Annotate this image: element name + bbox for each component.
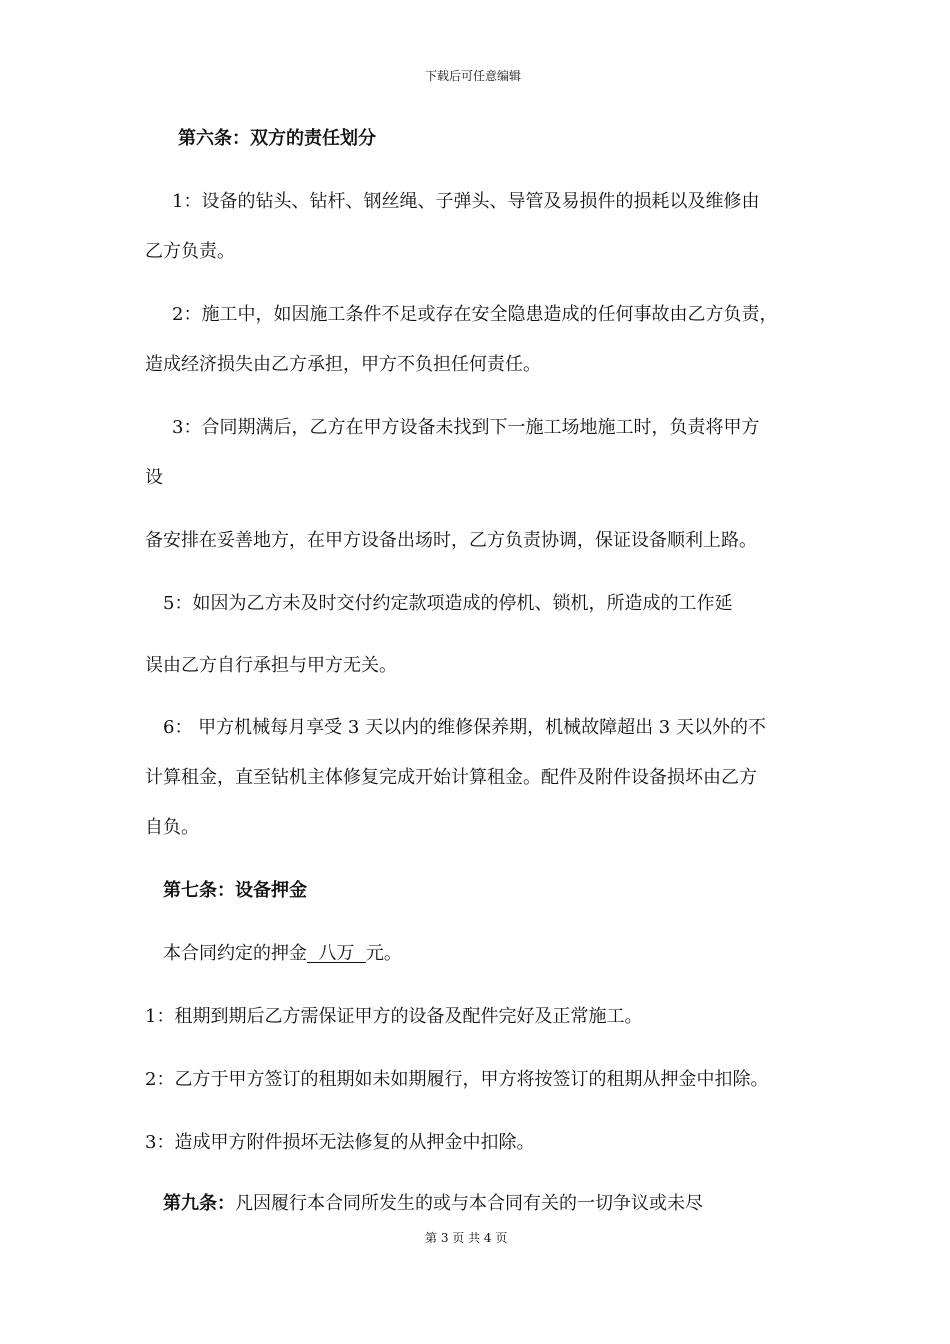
deposit-suffix: 元。 [365, 943, 402, 964]
s6-item1-line1: 1：设备的钻头、钻杆、钢丝绳、子弹头、导管及易损件的损耗以及维修由 [172, 191, 760, 212]
section-9-line [163, 1192, 703, 1216]
section-6-title: 第六条：双方的责任划分 [178, 128, 376, 149]
s6-item3-line2: 设 [145, 467, 163, 488]
page-header: 下载后可任意编辑 [425, 69, 522, 83]
s6-item3-line1: 3：合同期满后，乙方在甲方设备未找到下一施工场地施工时，负责将甲方 [172, 417, 760, 438]
s6-item3-line3: 备安排在妥善地方，在甲方设备出场时，乙方负责协调，保证设备顺利上路。 [145, 530, 757, 551]
page-footer: 第 3 页 共 4 页 [425, 1231, 508, 1245]
s6-item6-line3: 自负。 [145, 817, 199, 838]
section-7-title: 第七条：设备押金 [163, 880, 307, 901]
s6-item2-line1: 2：施工中，如因施工条件不足或存在安全隐患造成的任何事故由乙方负责， [172, 304, 778, 325]
section-9-title: 第九条： [163, 1193, 235, 1214]
s7-item3: 3：造成甲方附件损坏无法修复的从押金中扣除。 [145, 1132, 535, 1153]
s6-item5-line2: 误由乙方自行承担与甲方无关。 [145, 655, 397, 676]
s7-item2: 2：乙方于甲方签订的租期如未如期履行，甲方将按签订的租期从押金中扣除。 [145, 1069, 769, 1090]
s6-item1-line2: 乙方负责。 [145, 241, 235, 262]
deposit-line [163, 942, 402, 966]
s6-item5-line1: 5：如因为乙方未及时交付约定款项造成的停机、锁机，所造成的工作延 [163, 593, 733, 614]
s6-item6-line1: 6： 甲方机械每月享受 3 天以内的维修保养期，机械故障超出 3 天以外的不 [163, 717, 766, 738]
s6-item2-line2: 造成经济损失由乙方承担，甲方不负担任何责任。 [145, 354, 541, 375]
section-9-text: 凡因履行本合同所发生的或与本合同有关的一切争议或未尽 [235, 1193, 703, 1214]
s7-item1: 1：租期到期后乙方需保证甲方的设备及配件完好及正常施工。 [145, 1006, 643, 1027]
s6-item6-line2: 计算租金，直至钻机主体修复完成开始计算租金。配件及附件设备损坏由乙方 [145, 767, 757, 788]
deposit-prefix: 本合同约定的押金 [163, 943, 307, 964]
deposit-amount: 八万 [307, 943, 366, 964]
